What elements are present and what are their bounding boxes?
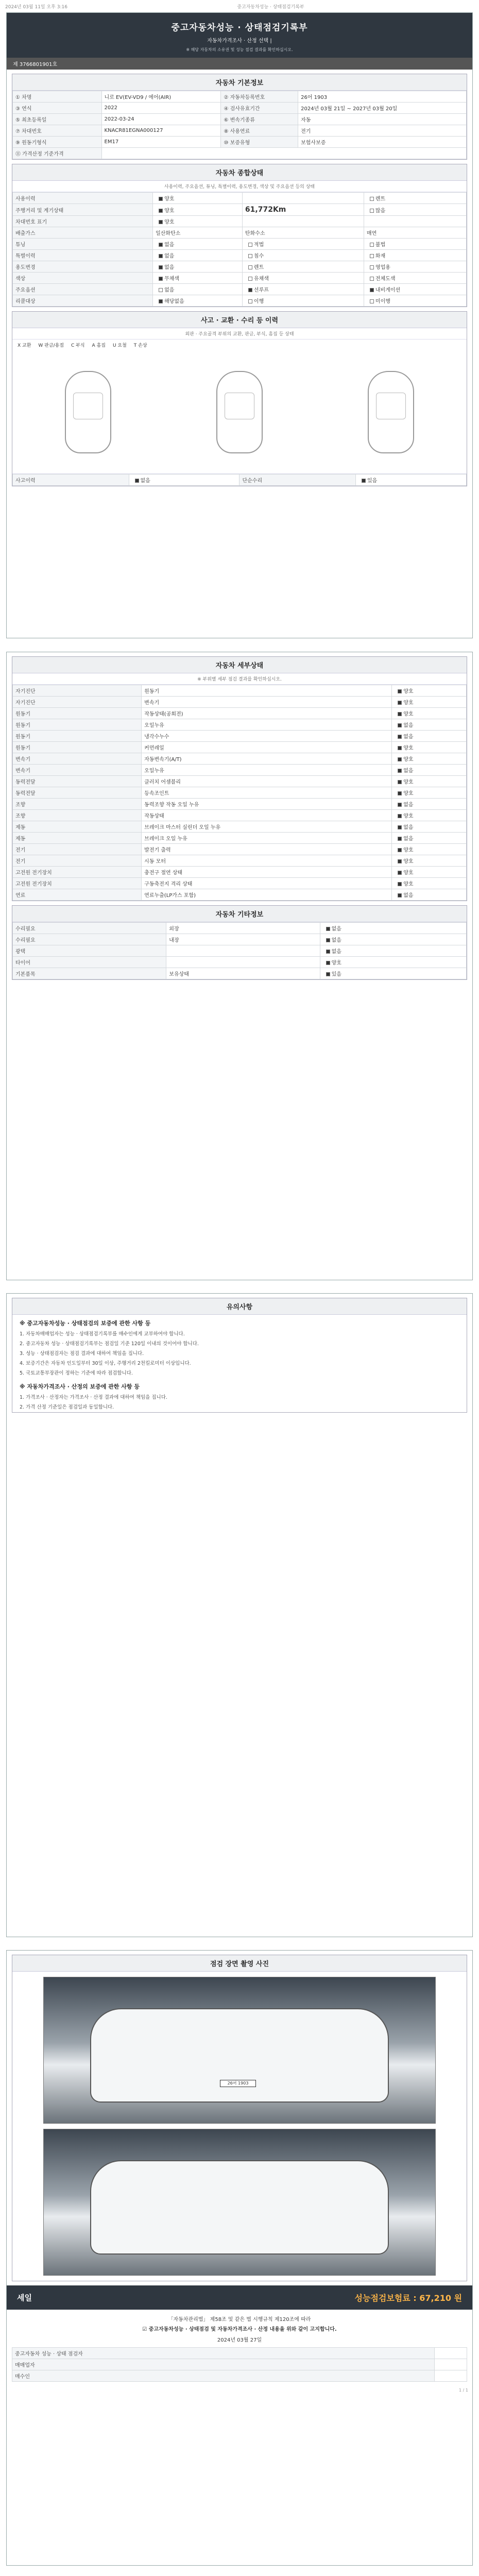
car-diagram <box>12 350 467 474</box>
accident-title: 사고 · 교환 · 수리 등 이력 <box>12 312 467 328</box>
basic-table: ① 차명 니로 EV(EV-VD9 / 에어(AIR) ② 자동차등록번호 26어 1903 ③ 연식 2022 ④ 검사유효기간 2024년 03월 21일 ~ 2027년 03월 20일 ⑤ 최초등록일 2022-03-24 ⑥ 변속기종류 자동 ⑦ 차대번호 KNACR81EGNA000127 ⑧ 사용연료 전기 ⑨ 원동기형식 EM17 ⑩ 보증유형 보험사보증 ⑪ 가격산정 기준가격 <box>12 91 467 159</box>
doc-number: 제 3766801901호 <box>7 58 472 70</box>
notes-heading-2: ※ 자동차가격조사 · 산정의 보증에 관한 사항 등 <box>20 1383 140 1390</box>
page-4 <box>6 1950 473 2566</box>
signature-block: 「자동차관리법」 제58조 및 같은 법 시행규칙 제120조에 따라 ☑ 중고자동차성능 · 상태점검 및 자동차가격조사 · 산정 내용을 위와 같이 고지합니다. 2024년 03월 27일 중고자동차 성능 · 상태 점검자 매매업자 매수인 <box>7 2310 472 2387</box>
detail-title: 자동차 세부상태 <box>12 657 467 673</box>
page-2 <box>6 652 473 1280</box>
notes-heading-1: ※ 중고자동차성능 · 상태점검의 보증에 관한 사항 등 <box>20 1320 151 1327</box>
print-title: 중고자동차성능 · 상태점검기록부 <box>237 5 304 10</box>
other-title: 자동차 기타정보 <box>12 906 467 922</box>
price-label: 세일 <box>17 2293 32 2302</box>
print-date: 2024년 03월 11일 오후 3:16 <box>5 5 67 10</box>
basic-title: 자동차 기본정보 <box>12 74 467 91</box>
doc-banner <box>7 13 472 58</box>
mileage-value: 61,772Km <box>245 206 286 214</box>
other-info <box>12 905 467 980</box>
browser-header <box>0 0 479 12</box>
status-sub: 사용이력, 주요옵션, 튜닝, 특별이력, 용도변경, 색상 및 주요옵션 등의 상태 <box>12 181 467 192</box>
price-bar <box>7 2285 472 2310</box>
car-top-view-icon <box>65 371 111 453</box>
page-1 <box>6 12 473 638</box>
detail-status <box>12 656 467 901</box>
page-footer: 1 / 1 <box>459 2388 468 2393</box>
accident-history <box>12 311 467 486</box>
vehicle-photo-rear <box>43 2129 436 2276</box>
doc-title: 중고자동차성능 · 상태점검기록부 <box>171 23 308 33</box>
notes: 유의사항 ※ 중고자동차성능 · 상태점검의 보증에 관한 사항 등 1. 자동차매매업자는 성능 · 상태점검기록부를 매수인에게 교부하여야 합니다. 2. 중고자동차 성능 · 상태점검기록부는 점검일 기준 120일 이내의 것이어야 합니다. 3. 성능 · 상태점검자는 점검 결과에 대하여 책임을 집니다. 4. 보증기간은 자동차 인도일부터 30일 이상, 주행거리 2천킬로미터 이상입니다. 5. 국토교통부장관이 정하는 기준에 따라 점검합니다. ※ 자동차가격조사 · 산정의 보증에 관한 사항 등 1. 가격조사 · 산정자는 가격조사 · 산정 결과에 대하여 책임을 집니다. 2. 가격 산정 기준일은 점검일과 동일합니다. <box>12 1298 467 1413</box>
car-bottom-view-icon <box>368 371 414 453</box>
vehicle-photo-front: 26어 1903 <box>43 1977 436 2124</box>
overall-status <box>12 164 467 307</box>
doc-subtitle: 자동차가격조사 · 산정 선택 | <box>207 38 272 44</box>
detail-table: 자기진단 원동기 양호 자기진단 변속기 양호 원동기 작동상태(공회전) 양호 원동기 오일누유 없음 원동기 냉각수누수 없음 원동기 커먼레일 양호 변속기 자동변속기(A/T) 양호 변속기 오일누유 없음 동력전달 클러치 어셈블리 양호 동력전달 등속조인트 양호 조향 동력조향 작동 오일 누유 없음 조향 작동상태 양호 제동 브레이크 마스터 실린더 오일 누유 없음 제동 브레이크 오일 누유 없음 전기 발전기 출력 양호 전기 시동 모터 양호 고전원 전기장치 충전구 절연 상태 양호 고전원 전기장치 구동축전지 격리 상태 양호 연료 연료누출(LP가스 포함) 없음 <box>12 685 467 901</box>
accident-sub: 외판 · 주요골격 부위의 교환, 판금, 부식, 흠집 등 상태 <box>12 328 467 340</box>
photo-title: 점검 장면 촬영 사진 <box>12 1955 467 1972</box>
accident-legend: X 교환 W 판금/용접 C 부식 A 흠집 U 요철 T 손상 <box>18 343 147 348</box>
detail-sub: ※ 부위별 세부 점검 결과를 확인하십시오. <box>12 673 467 685</box>
car-side-view-icon <box>216 371 263 453</box>
price-value: 성능점검보험료 : 67,210 원 <box>354 2293 462 2303</box>
page-3 <box>6 1293 473 1937</box>
status-title: 자동차 종합상태 <box>12 164 467 181</box>
doc-note: ※ 해당 자동차의 소유권 및 성능 점검 결과를 확인하십시오. <box>186 47 293 52</box>
notes-title: 유의사항 <box>12 1298 467 1315</box>
other-table: 수리필요 외장 없음 수리필요 내장 없음 광택 없음 타이어 양호 기본품목 보유상태 있음 <box>12 922 467 979</box>
accident-table: 사고이력 없음 단순수리 있음 <box>12 474 467 486</box>
status-table: 사용이력 양호 렌트 주행거리 및 계기상태 양호 61,772Km 많음 차대번호 표기 양호 배출가스 일산화탄소 탄화수소 매연 튜닝 없음 적법 불법 특별이력 없음 침수 화재 용도변경 없음 렌트 영업용 색상 무채색 유채색 전체도색 주요옵션 없음 선루프 내비게이션 리콜대상 해당없음 이행 미이행 <box>12 192 467 307</box>
photo-section <box>12 1955 467 2281</box>
basic-info <box>12 74 467 160</box>
